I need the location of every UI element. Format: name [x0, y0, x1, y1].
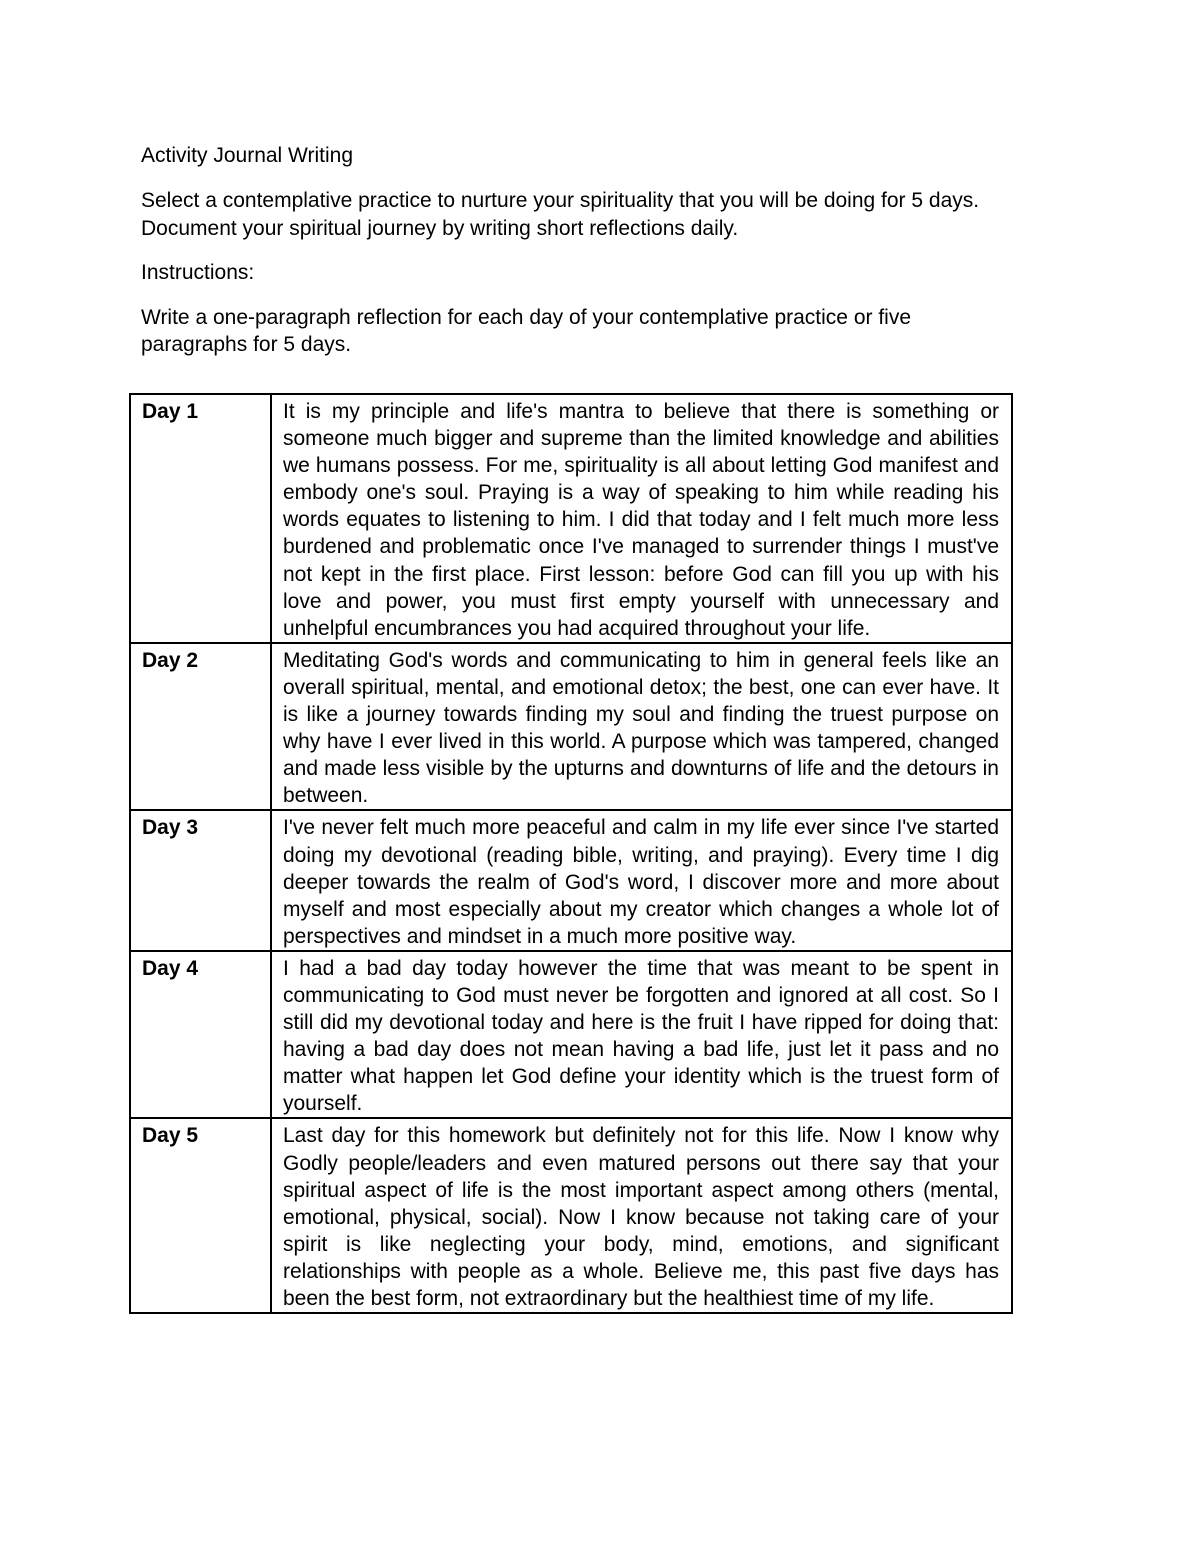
- day-reflection: It is my principle and life's mantra to believe that there is something or someone much bigger and supreme than the limited knowledge and abilities we humans possess. For me, spirituality is all about letting God manifest and embody one's soul. Praying is a way of speaking to him while reading his words equates to listening to him. I did that today and I felt much more less burdened and problematic once I've managed to surrender things I must've not kept in the first place. First lesson: before God can fill you up with his love and power, you must first empty yourself with unnecessary and unhelpful encumbrances you had acquired throughout your life.: [271, 394, 1012, 643]
- journal-table: [129, 393, 1013, 1314]
- day-reflection: I've never felt much more peaceful and calm in my life ever since I've started doing my devotional (reading bible, writing, and praying). Every time I dig deeper towards the realm of God's word, I discover more and more about myself and most especially about my creator which changes a whole lot of perspectives and mindset in a much more positive way.: [271, 810, 1012, 950]
- day-label: Day 5: [130, 1118, 271, 1313]
- table-row: [130, 643, 1012, 811]
- document-title: Activity Journal Writing: [141, 144, 354, 167]
- day-label: Day 1: [130, 394, 271, 643]
- day-reflection: Last day for this homework but definitely not for this life. Now I know why Godly people/leaders and even matured persons out there say that your spiritual aspect of life is the most important aspect among others (mental, emotional, physical, social). Now I know because not taking care of your spirit is like neglecting your body, mind, emotions, and significant relationships with people as a whole. Believe me, this past five days has been the best form, not extraordinary but the healthiest time of my life.: [271, 1118, 1012, 1313]
- table-row: [130, 951, 1012, 1119]
- instructions-label: Instructions:: [141, 261, 255, 284]
- table-row: [130, 810, 1012, 950]
- table-row: [130, 394, 1012, 643]
- instructions-paragraph: Write a one-paragraph reflection for each day of your contemplative practice or five paragraphs for 5 days.: [141, 305, 912, 356]
- day-label: Day 4: [130, 951, 271, 1119]
- day-label: Day 2: [130, 643, 271, 811]
- table-row: [130, 1118, 1012, 1313]
- intro-paragraph: Select a contemplative practice to nurture your spirituality that you will be doing for 5 days. Document your spiritual journey by writing short reflections daily.: [141, 189, 980, 240]
- day-reflection: I had a bad day today however the time that was meant to be spent in communicating to God must never be forgotten and ignored at all cost. So I still did my devotional today and here is the fruit I have ripped for doing that: having a bad day does not mean having a bad life, just let it pass and no matter what happen let God define your identity which is the truest form of yourself.: [271, 951, 1012, 1119]
- day-reflection: Meditating God's words and communicating to him in general feels like an overall spiritual, mental, and emotional detox; the best, one can ever have. It is like a journey towards finding my soul and finding the truest purpose on why have I ever lived in this world. A purpose which was tampered, changed and made less visible by the upturns and downturns of life and the detours in between.: [271, 643, 1012, 811]
- document-body: [141, 142, 1021, 376]
- day-label: Day 3: [130, 810, 271, 950]
